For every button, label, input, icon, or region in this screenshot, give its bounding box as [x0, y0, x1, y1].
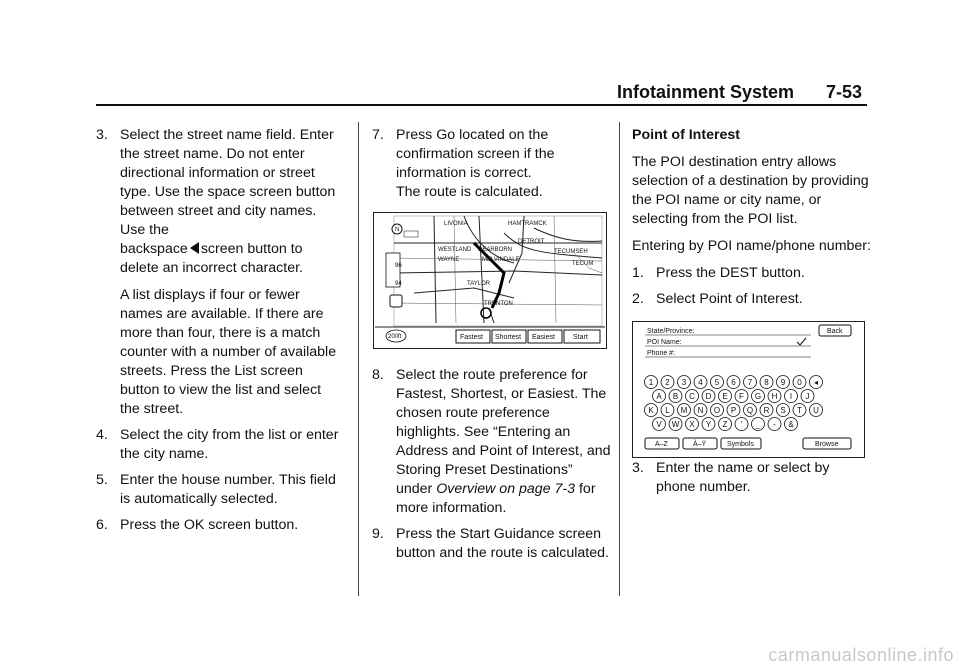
cross-reference: Overview on page 7-3 [436, 481, 576, 497]
key-label: & [788, 420, 794, 429]
key-label: R [763, 406, 770, 415]
column-divider-1 [358, 122, 359, 596]
step-number: 3. [632, 460, 644, 476]
key-label: V [656, 420, 662, 429]
key-label: J [805, 392, 810, 401]
step-text [396, 366, 612, 518]
step-number: 8. [372, 367, 384, 383]
step-text: Press Go located on the confirmation screen if the information is correct. [396, 127, 555, 181]
key-label: Y [705, 420, 712, 429]
key-label: B [672, 392, 679, 401]
paragraph-1: The POI destination entry allows selection of a destination by providing the POI name or city name, or selecting from the POI list. [632, 154, 869, 227]
step-text-a: Select the street name field. Enter the street name. Do not enter directional information or street type. Use the space screen button between street and city names. Use the [120, 127, 336, 238]
start-button-label: Start [573, 334, 588, 341]
step-number: 7. [372, 127, 384, 143]
shield-96: 96 [395, 263, 402, 269]
step-text-b: backspace [120, 241, 188, 257]
step-text: Press the DEST button. [656, 265, 805, 281]
key-label: D [705, 392, 712, 401]
step-text: Enter the name or select by phone number. [656, 460, 830, 495]
key-label: T [797, 406, 802, 415]
step-text-c: screen button to delete an incorrect character. [120, 241, 303, 276]
step-text: Enter the house number. This field is automatically selected. [120, 472, 336, 507]
watermark: carmanualsonline.info [768, 645, 954, 665]
key-label: I [789, 392, 793, 401]
state-province-label: State/Province: [647, 328, 695, 335]
step-text: Press the Start Guidance screen button and the route is calculated. [396, 526, 609, 561]
step-text [120, 126, 341, 278]
az-button-label: A–Z [655, 441, 668, 448]
key-label: ◂ [813, 378, 819, 387]
key-label: 9 [780, 378, 786, 387]
key-label: H [771, 392, 778, 401]
step-9 [372, 525, 612, 563]
step-7 [372, 126, 612, 202]
column-1 [96, 126, 341, 542]
shield-94: 94 [395, 281, 402, 287]
step-5 [96, 471, 341, 509]
key-label: 3 [681, 378, 687, 387]
key-label: E [722, 392, 728, 401]
place-label: DETROIT [518, 239, 545, 245]
step-text-pre: Select the route preference for Fastest, Shortest, or Easiest. The chosen route preference highlights. See “Entering an Address and Point of Interest, and Storing Preset Destinations” under [396, 367, 611, 497]
step-6 [96, 516, 341, 535]
symbols-button-label: Symbols [727, 441, 754, 448]
step-4 [96, 426, 341, 464]
step-number: 4. [96, 427, 108, 443]
column-divider-2 [619, 122, 620, 596]
poi-step-3 [632, 459, 872, 497]
key-label: K [648, 406, 654, 415]
step-number: 9. [372, 526, 384, 542]
key-label: 1 [648, 378, 654, 387]
key-label: P [730, 406, 737, 415]
step-text-2: The route is calculated. [396, 184, 543, 200]
key-label: Z [722, 420, 728, 429]
phone-label: Phone #: [647, 350, 676, 357]
page-header-title: Infotainment System [617, 82, 795, 102]
key-label: S [780, 406, 786, 415]
key-label: 0 [797, 378, 802, 387]
step-text: Press the OK screen button. [120, 517, 299, 533]
key-label: F [739, 392, 744, 401]
key-label: 4 [698, 378, 703, 387]
poi-keyboard-svg [633, 322, 864, 457]
step-number: 2. [632, 291, 644, 307]
fastest-button-label: Fastest [460, 334, 483, 341]
place-label: TAYLOR [467, 281, 491, 287]
checkmark-icon [797, 338, 806, 345]
place-label: HAMTRAMCK [508, 221, 547, 227]
place-label: MELVINDALE [482, 257, 520, 263]
step-sub-text: A list displays if four or fewer names are available. If there are more than four, there is a match counter with a number of available streets. Press the List screen button to view the list and select the street. [120, 287, 337, 417]
place-label: WESTLAND [438, 247, 472, 253]
key-label: - [773, 420, 776, 429]
poi-keyboard-figure [632, 321, 865, 458]
key-label: 6 [731, 378, 736, 387]
step-number: 6. [96, 517, 108, 533]
easiest-button-label: Easiest [532, 334, 555, 341]
key-label: 2 [665, 378, 670, 387]
place-label: TECUM [572, 261, 594, 267]
paragraph-2: Entering by POI name/phone number: [632, 238, 871, 254]
key-label: O [713, 406, 721, 415]
shortest-button-label: Shortest [495, 334, 522, 341]
svg-text:N: N [395, 227, 400, 233]
key-label: 7 [747, 378, 753, 387]
browse-button-label: Browse [815, 441, 839, 448]
key-label: W [671, 420, 680, 429]
key-label: A [656, 392, 662, 401]
key-label: M [680, 406, 688, 415]
step-text-post: for more information. [396, 481, 596, 516]
map-scale: 200ft [388, 334, 402, 340]
step-text: Select the city from the list or enter the city name. [120, 427, 339, 462]
back-button-label: Back [827, 328, 843, 335]
poi-step-1 [632, 264, 872, 283]
header-rule [96, 104, 867, 106]
route-map-svg [374, 213, 606, 348]
key-label: N [697, 406, 704, 415]
step-number: 5. [96, 472, 108, 488]
key-label: Q [746, 406, 754, 415]
section-heading: Point of Interest [632, 127, 740, 143]
step-number: 3. [96, 127, 108, 143]
place-label: TECUMSEH [554, 249, 588, 255]
backspace-icon [190, 242, 199, 254]
step-3 [96, 126, 341, 419]
poi-step-2 [632, 290, 872, 309]
key-label: X [689, 420, 695, 429]
poi-name-label: POI Name: [647, 339, 682, 346]
place-label: TRENTON [484, 301, 513, 307]
accented-button-label: À–Ÿ [693, 441, 707, 448]
key-label: _ [755, 420, 761, 429]
key-label: U [813, 406, 819, 415]
key-label: L [665, 406, 670, 415]
key-label: 8 [764, 378, 769, 387]
step-8 [372, 366, 612, 518]
key-label: ' [740, 420, 743, 429]
step-text: Select Point of Interest. [656, 291, 803, 307]
page-number: 7-53 [826, 82, 863, 102]
key-label: G [754, 392, 762, 401]
key-label: C [689, 392, 695, 401]
step-number: 1. [632, 265, 644, 281]
place-label: WAYNE [438, 257, 460, 263]
place-label: DEARBORN [478, 247, 513, 253]
key-label: 5 [714, 378, 720, 387]
route-map-figure [373, 212, 607, 349]
place-label: LIVONIA [444, 221, 468, 227]
keyboard-keys [645, 376, 823, 431]
